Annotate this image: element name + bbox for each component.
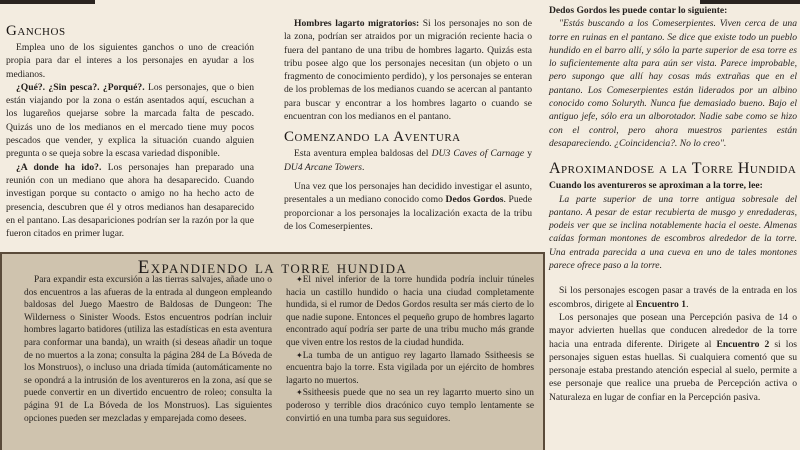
sidebar-box — [0, 252, 545, 450]
entrance-text-a: Si los personajes escogen pasar a través de la entrada en los escombros, dirigete al — [549, 285, 797, 310]
sidebar-bullet-3 — [286, 387, 534, 425]
column-right — [549, 5, 797, 404]
lizardmen-lead: Hombres lagarto migratorios: — [294, 18, 420, 29]
approach-lead: Cuando los aventureros se aproximan a la torre, lee: — [549, 180, 763, 192]
sidebar-bullet-2 — [286, 350, 534, 388]
bullet-star-icon — [296, 275, 303, 285]
heading-ganchos: Ganchos — [6, 23, 66, 39]
hook-missing-body: Los personajes han preparado una reunión con un mediano que ahora ha desaparecido. Cuando investigan porque su contacto o amigo no ha hecho acto de presencia, descubren que él y otros medianos han desaparecido en el pantano. Las desapariciones podrían ser la razón por la que fueron citados en primer lugar. — [6, 161, 254, 240]
sidebar-bullet-2-text: La tumba de un antiguo rey lagarto llamado Ssitheesis se encuentra bajo la torre. Esta vigilada por un ejército de hombres lagarto no muertos. — [286, 350, 534, 386]
perception-encounter-2: Encuentro 2 — [716, 338, 770, 350]
column-left — [6, 17, 254, 240]
sidebar-bullet-3-text: Ssitheesis puede que no sea un rey lagarrto muerto sino un poderoso y terrible dios dracónico cuyo templo lentamente se convirtió en una tumba para sus seguidores. — [286, 388, 534, 424]
paragraph-dedos-quote: "Estás buscando a los Comeserpientes. Viven cerca de una torre en ruinas en el pantano. Se dice que existe todo un pueblo hundido en el barro allí, y sólo la parte superior de esa torre es lo suficientemente alta para aún ser vista. Parece improbable, pero supongo que allí hay cosas más extrañas que en el pantano. Los Comeserpientes están liderados por un albino conocido como Soluryth. Nunca fue demasiado bueno. Bajo el antiguo jefe, sólo era un alborotador. Nadie sabe como se hizo con el control, pero ahora muestros parientes están desapareciendo. ¿Coincidencia?. No lo creo". — [549, 18, 797, 149]
perception-text-a: Los personajes que posean una Percepción pasiva de 14 o mayor advierten huellas que conducen alrededor de la torre hacia una entrada diferente. Dirigete al — [549, 311, 797, 350]
paragraph-approach-quote: La parte superior de una torre antigua sobresale del pantano. A pesar de estar recubierta de musgo y enredaderas, podeis ver que se inclina notablemente hacia el oeste. Almenas caídas forman montones de escombros alrededor de la torre. Una entrada parecida a una cueva en uno de tales montones parece ofrece paso a la torre. — [549, 193, 797, 272]
paragraph-dedos-lead — [549, 4, 797, 17]
tiles-product-1: DU3 Caves of Carnage — [431, 148, 525, 160]
bullet-star-icon — [296, 351, 303, 361]
tiles-text-c: . — [362, 161, 365, 173]
paragraph-hook-fish — [6, 81, 254, 161]
dedos-text-a: Una vez que los personajes han decidido investigar el asunto, presentales a un mediano conocido como — [284, 180, 532, 206]
sidebar-paragraph-expand: Para expandir esta excursión a las tierras salvajes, añade uno o dos encuentros a las afueras de la entrada al dungeon empleando baldosas del Juego Maestro de Baldosas de Dungeon: The Wilderness o Sinister Woods. Estos encuentros podrían incluir hombres lagarto batidores (utiliza las estadísticas en esta aventura para conformar una banda), un wraith (si deseas añadir un toque de no muertos a la zona; consulta la página 284 de La Bóveda de los Monstruos), o incluso una driada tímida (automáticamente no se opondrá a la intrusión de los aventureros en la zona, así que se puede convertir en un divertido encuentro de roleo; consulta la página 91 de La Bóveda de los Monstruos). Las siguientes opciones pueden ser mezcladas y emparejada como desees. — [24, 275, 272, 424]
perception-text-c: si los personajes siguen estas huellas. Si cualquiera comentó que su personaje estaba prestando atención especial al suelo, permite a ese personaje que realice una prueba de Percepción activa o Naturaleza en lugar de confiar en la Percepción pasiva. — [549, 338, 797, 403]
tiles-text-b: y — [524, 148, 533, 160]
paragraph-dedos — [284, 180, 532, 233]
paragraph-entrance — [549, 284, 797, 311]
paragraph-perception — [549, 311, 797, 404]
top-border-left — [0, 0, 95, 4]
paragraph-approach-lead — [549, 179, 797, 192]
tiles-product-2: DU4 Arcane Towers — [284, 161, 362, 173]
sidebar-bullet-1-text: El nivel inferior de la torre hundida podría incluir túneles hacia un castillo hundido o hacia una ciudad completamente hundida, si el rumor de Dedos Gordos resulta ser más cierto de lo que nadie supone. Entonces el pequeño grupo de hombres lagarto encontrado aquí podría ser parte de una tribu mucho más grande que viven entre los restos de la ciudad hundida. — [286, 275, 534, 348]
hook-fish-lead: ¿Qué?. ¿Sin pesca?. ¿Porqué?. — [16, 81, 145, 93]
heading-comenzando: Comenzando la Aventura — [284, 129, 461, 146]
heading-aproximandose: Aproximandose a la Torre Hundida — [549, 160, 797, 178]
sidebar-column-right — [286, 274, 534, 425]
lizardmen-body: Si los personajes no son de la zona, podrían ser atraidos por un migración reciente hacia o fuera del pantano de una tribu de hombres lagarto. Quizás esta tribu posee algo que los personajes necesitan (un objeto o un fragmento de conocimiento perdido), y los personajes se enteran de los problemas de los medianos cuando se acercan al pantanto para buscar y encontrar a los hombres lagarto o cuando se encuentran con los medianos en el pantano. — [284, 18, 532, 123]
dedos-text-c: . Puede proporcionar a los personajes la localización exacta de la tribu de los Comeserpientes. — [284, 194, 532, 232]
entrance-encounter-1: Encuentro 1 — [635, 298, 687, 310]
sidebar-bullet-1 — [286, 274, 534, 350]
entrance-text-c: . — [686, 298, 689, 310]
tiles-text-a: Esta aventura emplea baldosas del — [294, 148, 432, 160]
bullet-star-icon — [296, 388, 303, 398]
column-middle — [284, 17, 532, 233]
paragraph-hook-missing — [6, 161, 254, 241]
dedos-lead: Dedos Gordos les puede contar lo siguiente: — [549, 5, 728, 16]
paragraph-tiles — [284, 147, 532, 174]
paragraph-intro: Emplea uno de los siguientes ganchos o uno de creación propia para dar el interes a los personajes en ayudar a los medianos. — [6, 42, 254, 80]
sidebar-column-left — [24, 274, 272, 425]
paragraph-lizardmen — [284, 17, 532, 123]
dedos-name: Dedos Gordos — [445, 194, 504, 206]
sidebar-title: Expandiendo la torre hundida — [137, 257, 408, 278]
hook-missing-lead: ¿A donde ha ido?. — [16, 161, 102, 173]
hook-fish-body: Los personajes, que o bien están viajando por la zona o están asentados aquí, escuchan a los lugareños quejarse sobre la marcada falta de pescado. Quizás uno de los medianos en el mercado tiene muy pocos pescados que vender, y explica la situación cuando alguien pregunta o se queja sobre la escasa variedad disponible. — [6, 81, 254, 160]
